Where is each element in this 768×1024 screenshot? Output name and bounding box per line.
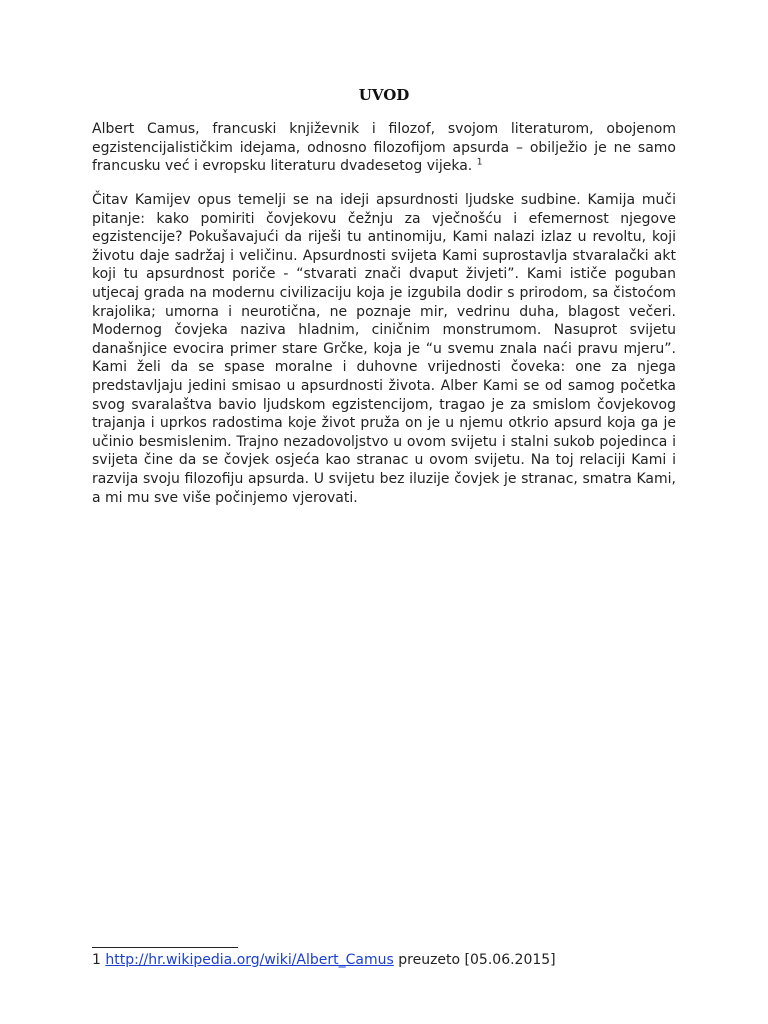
footnote-suffix: preuzeto [05.06.2015] [398, 952, 556, 968]
footnote [92, 951, 556, 969]
footnote-link[interactable]: http://hr.wikipedia.org/wiki/Albert_Camus [105, 952, 394, 968]
page-title: UVOD [358, 86, 410, 104]
footnote-reference[interactable]: 1 [476, 157, 483, 168]
paragraph-intro [92, 120, 676, 176]
footnote-separator [92, 947, 238, 948]
paragraph-body: Čitav Kamijev opus temelji se na ideji apsurdnosti ljudske sudbine. Kamija muči pitanje: kako pomiriti čovjekovu čežnju za vječnošću i efemernost njegove egzistencije? Pokušavajući da riješi tu antinomiju, Kami nalazi izlaz u revoltu, koji životu daje sadržaj i veličinu. Apsurdnosti svijeta Kami suprostavlja stvaralački akt koji tu apsurdnost poriče - “stvarati znači dvaput živjeti”. Kami ističe poguban utjecaj grada na modernu civilizaciju koja je izgubila dodir s prirodom, sa čistoćom krajolika; umorna i neurotična, ne poznaje mir, vedrinu duha, blagost večeri. Modernog čovjeka naziva hladnim, ciničnim monstrumom. Nasuprot svijetu današnjice evocira primer stare Grčke, koja je “u svemu znala naći pravu mjeru”. Kami želi da se spase moralne i duhovne vrijednosti čoveka: one za njega predstavljaju jedini smisao u apsurdnosti života. Alber Kami se od samog početka svog svaralaštva bavio ljudskom egzistencijom, tragao je za smislom čovjekovog trajanja i uprkos radostima koje život pruža on je u njemu otkrio apsurd koja ga je učinio besmislenim. Trajno nezadovoljstvo u ovom svijetu i stalni sukob pojedinca i svijeta čine da se čovjek osjeća kao stranac u ovom svijetu. Na toj relaciji Kami i razvija svoju filozofiju apsurda. U svijetu bez iluzije čovjek je stranac, smatra Kami, a mi mu sve više počinjemo vjerovati. [92, 192, 676, 506]
footnote-number: 1 [92, 952, 101, 968]
paragraph-intro-text: Albert Camus, francuski književnik i filozof, svojom literaturom, obojenom egzistencijalističkim idejama, odnosno filozofijom apsurda – obilježio je ne samo francusku već i evropsku literaturu dvadesetog vijeka. [92, 121, 676, 175]
